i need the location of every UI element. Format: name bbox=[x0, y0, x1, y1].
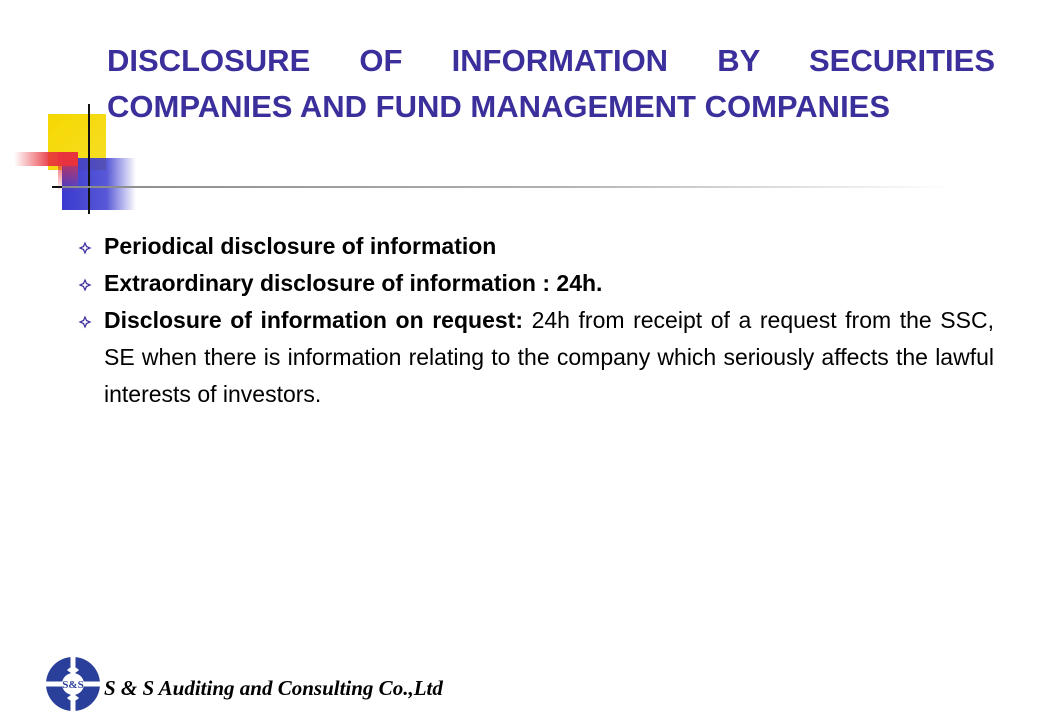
bullet-text-extraordinary: Extraordinary disclosure of information : 24h. bbox=[104, 270, 603, 296]
company-logo-icon bbox=[44, 655, 102, 713]
svg-text:S&S: S&S bbox=[62, 679, 84, 691]
title-divider bbox=[62, 186, 952, 188]
bullet-list bbox=[78, 228, 994, 413]
bullet-lead-on-request: Disclosure of information on request: bbox=[104, 307, 523, 333]
diamond-bullet-icon bbox=[78, 241, 92, 255]
footer-company-name: S & S Auditing and Consulting Co.,Ltd bbox=[104, 676, 443, 700]
bullet-item-on-request bbox=[78, 302, 994, 413]
diamond-bullet-icon bbox=[78, 278, 92, 292]
diamond-bullet-icon bbox=[78, 315, 92, 329]
bullet-item-extraordinary bbox=[78, 265, 994, 302]
slide-title: DISCLOSURE OF INFORMATION BY SECURITIES COMPANIES AND FUND MANAGEMENT COMPANIES bbox=[107, 43, 995, 124]
bullet-item-periodical bbox=[78, 228, 994, 265]
bullet-text-periodical: Periodical disclosure of information bbox=[104, 233, 497, 259]
bullet-detail-on-request: 24h from receipt of a request from the SSC, SE when there is information relating to the company which seriously affects the lawful interests of investors. bbox=[104, 307, 994, 407]
